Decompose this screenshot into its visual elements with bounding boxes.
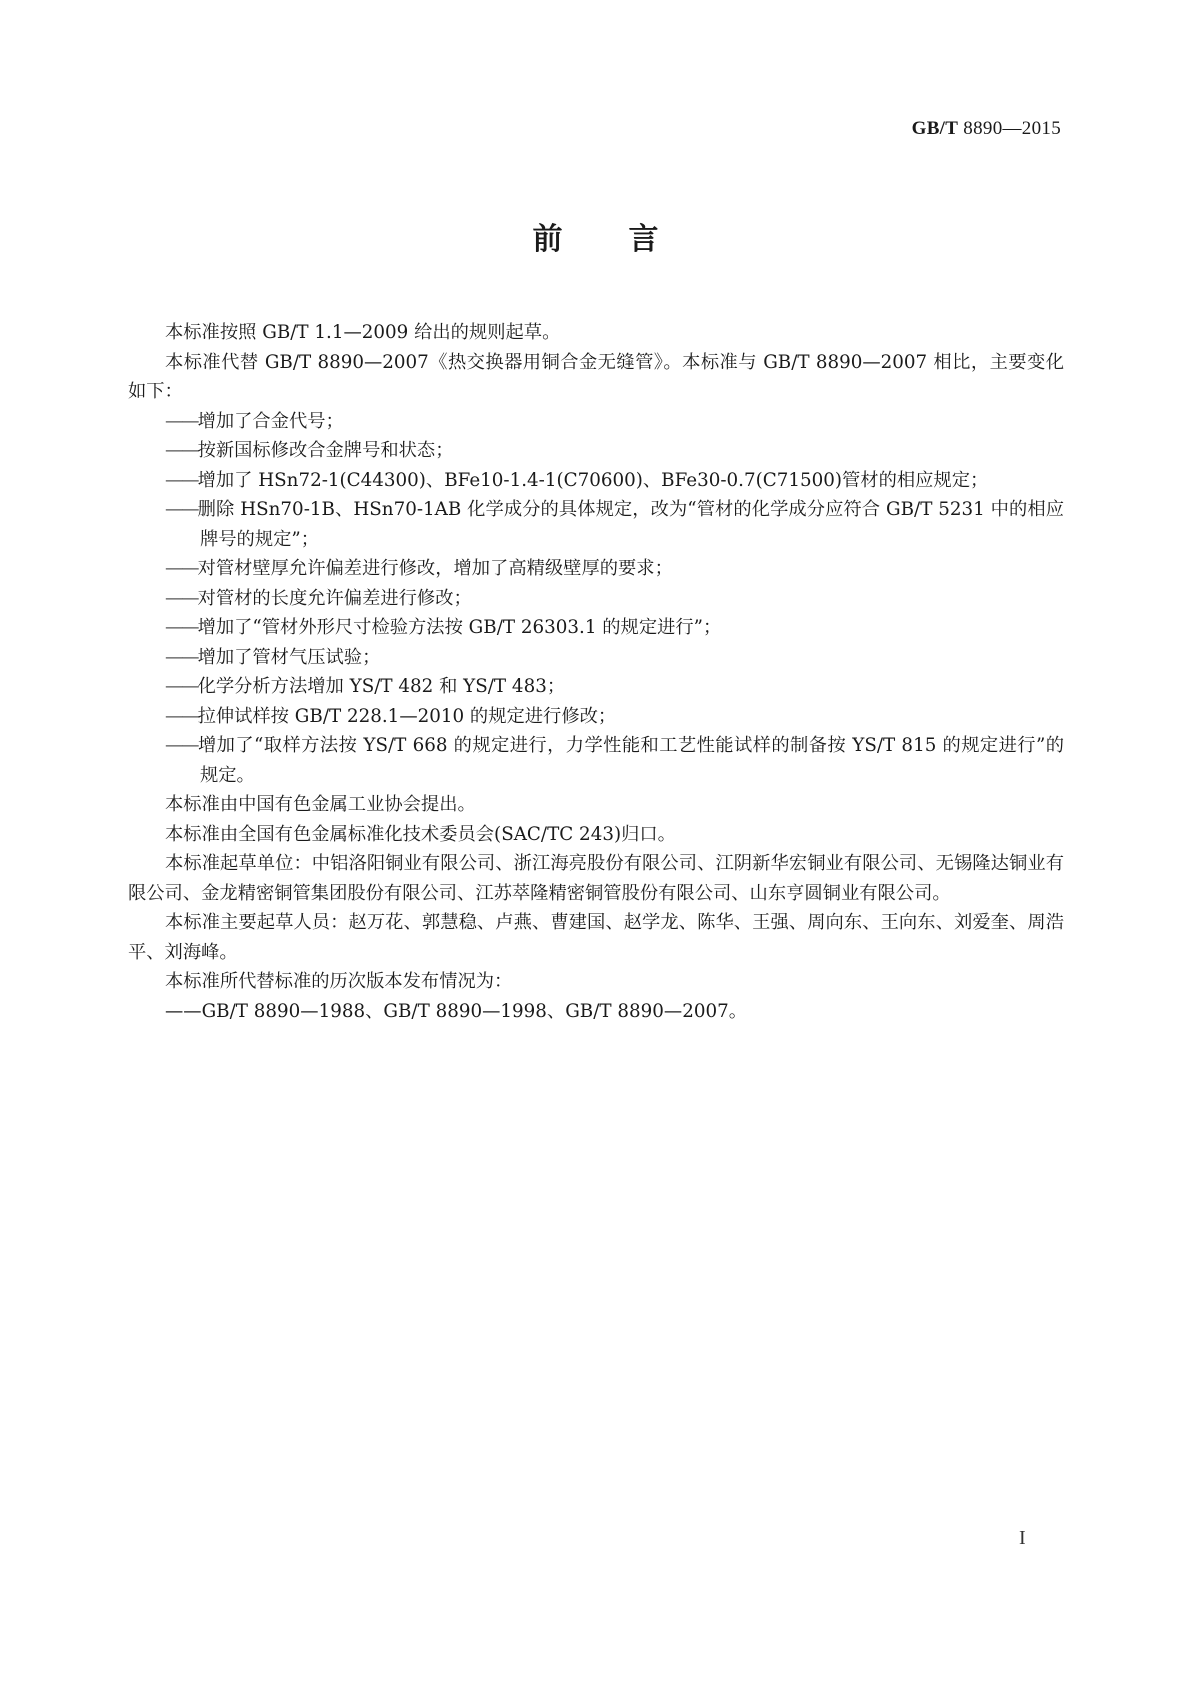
drafting-units-paragraph: 本标准起草单位：中铝洛阳铜业有限公司、浙江海亮股份有限公司、江阴新华宏铜业有限公司、无锡隆达铜业有限公司、金龙精密铜管集团股份有限公司、江苏萃隆精密铜管股份有限公司、山东亨圆铜业有限公司。 [128,853,1064,904]
dash-marker: —— [165,735,198,756]
foreword-body [128,318,1064,1026]
drafting-rules-paragraph: 本标准按照 GB/T 1.1—2009 给出的规则起草。 [165,322,561,343]
replacement-paragraph: 本标准代替 GB/T 8890—2007《热交换器用铜合金无缝管》。本标准与 GB/T 8890—2007 相比，主要变化如下： [128,351,1064,402]
page-title [0,214,1191,258]
list-item: ——对管材壁厚允许偏差进行修改，增加了高精级壁厚的要求； [165,558,673,579]
dash-marker: —— [165,410,198,432]
page-number: I [1019,1527,1026,1549]
dash-marker: —— [165,617,198,638]
list-item: ——按新国标修改合金牌号和状态； [165,440,454,461]
title-char-2: 言 [628,222,659,257]
dash-marker: —— [165,646,198,668]
list-item: ——拉伸试样按 GB/T 228.1—2010 的规定进行修改； [165,705,617,727]
proposed-by-paragraph: 本标准由中国有色金属工业协会提出。 [165,794,476,815]
standard-number: 8890—2015 [963,118,1061,139]
list-item: ——增加了“取样方法按 YS/T 668 的规定进行，力学性能和工艺性能试样的制备按 YS/T 815 的规定进行”的规定。 [165,735,1064,786]
dash-marker: —— [165,1000,202,1022]
history-list-paragraph: ——GB/T 8890—1988、GB/T 8890—1998、GB/T 8890—2007。 [165,1000,748,1022]
title-char-1: 前 [532,222,563,257]
list-item: ——化学分析方法增加 YS/T 482 和 YS/T 483； [165,676,566,697]
list-item: ——增加了“管材外形尺寸检验方法按 GB/T 26303.1 的规定进行”； [165,617,722,638]
changes-list [128,407,1064,791]
dash-marker: —— [165,587,198,609]
list-item: ——增加了 HSn72-1(C44300)、BFe10-1.4-1(C70600)、BFe30-0.7(C71500)管材的相应规定； [165,469,989,491]
list-item: ——删除 HSn70-1B、HSn70-1AB 化学成分的具体规定，改为“管材的化学成分应符合 GB/T 5231 中的相应牌号的规定”； [165,499,1064,550]
list-item: ——增加了合金代号； [165,410,344,432]
drafters-paragraph: 本标准主要起草人员：赵万花、郭慧稳、卢燕、曹建国、赵学龙、陈华、王强、周向东、王向东、刘爱奎、周浩平、刘海峰。 [128,912,1064,963]
list-item: ——增加了管材气压试验； [165,646,381,668]
dash-marker: —— [165,499,198,520]
dash-marker: —— [165,676,198,697]
dash-marker: —— [165,705,198,727]
standard-code [912,118,1061,140]
dash-marker: —— [165,469,198,491]
list-item: ——对管材的长度允许偏差进行修改； [165,587,472,609]
dash-marker: —— [165,558,198,579]
history-intro-paragraph: 本标准所代替标准的历次版本发布情况为： [165,971,513,992]
standard-prefix: GB/T [911,118,959,139]
centralized-by-paragraph: 本标准由全国有色金属标准化技术委员会(SAC/TC 243)归口。 [165,823,676,845]
dash-marker: —— [165,440,198,461]
